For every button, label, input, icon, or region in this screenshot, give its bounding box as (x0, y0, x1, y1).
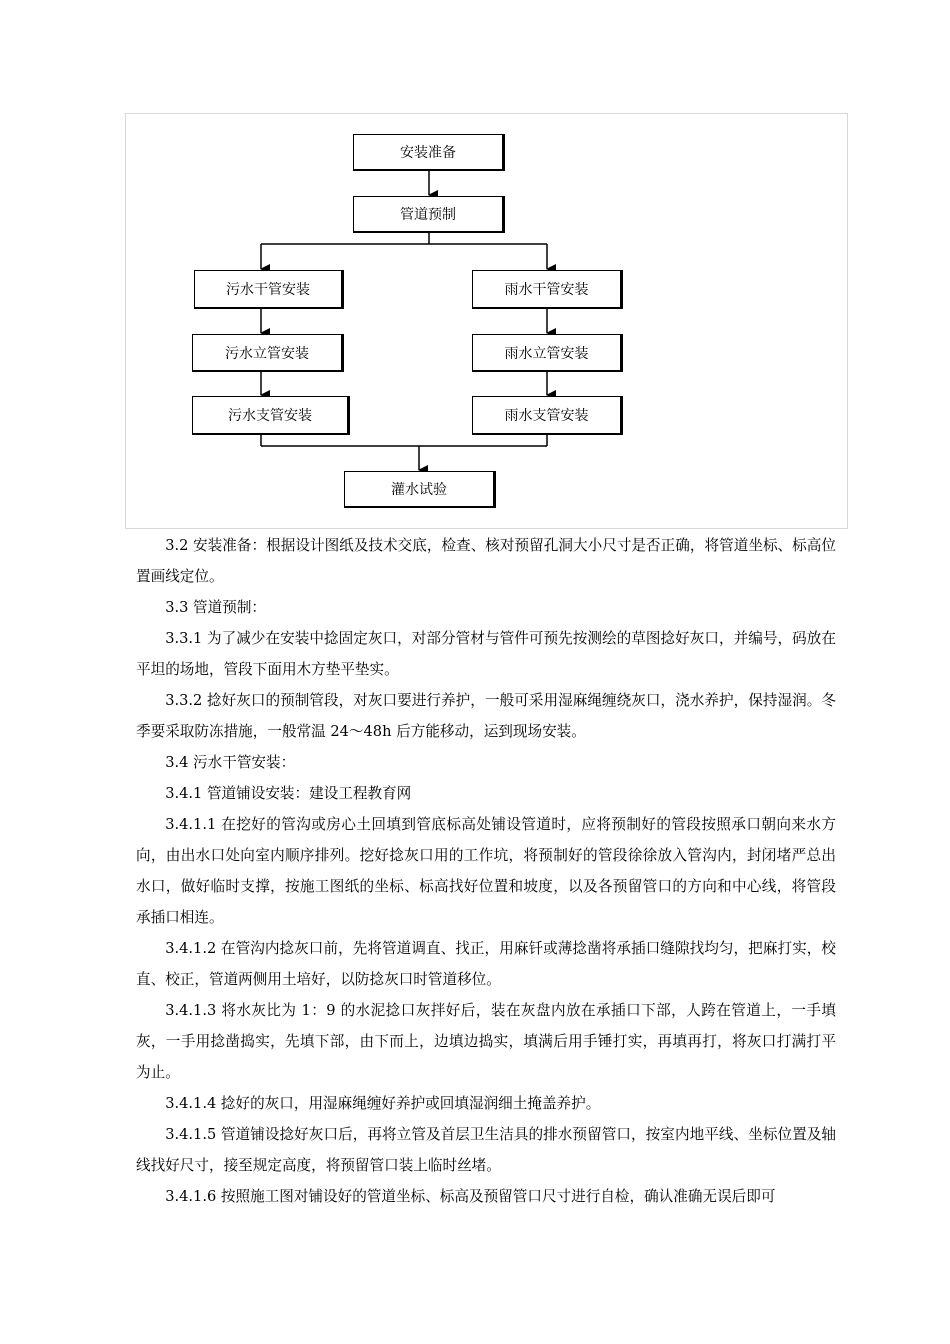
paragraph: 3.2 安装准备：根据设计图纸及技术交底，检查、核对预留孔洞大小尺寸是否正确，将管道坐标、标高位置画线定位。 (136, 537, 836, 585)
paragraph: 3.4 污水干管安装： (165, 754, 296, 771)
node-rain-branch-label: 雨水支管安装 (504, 408, 589, 424)
paragraph: 3.4.1.4 捻好的灰口，用湿麻绳缠好养护或回填湿润细土掩盖养护。 (165, 1095, 601, 1112)
node-sewage-branch (192, 396, 350, 435)
node-water-test (344, 471, 496, 508)
node-prepare (353, 134, 505, 171)
node-prefab-label: 管道预制 (400, 207, 456, 223)
paragraph: 3.3 管道预制： (165, 599, 267, 616)
node-sewage-branch-label: 污水支管安装 (228, 408, 312, 424)
paragraph: 3.4.1.1 在挖好的管沟或房心土回填到管底标高处铺设管道时，应将预制好的管段按照承口朝向来水方向，由出水口处向室内顺序排列。挖好捻灰口用的工作坑，将预制好的管段徐徐放入管沟内，封闭堵严总出水口，做好临时支撑，按施工图纸的坐标、标高找好位置和坡度，以及各预留管口的方向和中心线，将管段承插口相连。 (136, 816, 836, 926)
paragraph: 3.4.1.2 在管沟内捻灰口前，先将管道调直、找正，用麻钎或薄捻凿将承插口缝隙找均匀，把麻打实，校直、校正，管道两侧用土培好，以防捻灰口时管道移位。 (136, 940, 836, 988)
paragraph: 3.3.1 为了减少在安装中捻固定灰口，对部分管材与管件可预先按测绘的草图捻好灰口，并编号，码放在平坦的场地，管段下面用木方垫平垫实。 (136, 630, 836, 678)
node-sewage-main (194, 270, 344, 309)
node-sewage-riser-label: 污水立管安装 (225, 345, 309, 362)
node-rain-main (472, 270, 623, 309)
node-sewage-riser (192, 334, 344, 372)
node-prepare-label: 安装准备 (400, 145, 456, 161)
paragraph: 3.3.2 捻好灰口的预制管段，对灰口要进行养护，一般可采用湿麻绳缠绕灰口，浇水养护，保持湿润。冬季要采取防冻措施，一般常温 24～48h 后方能移动，运到现场安装。 (136, 692, 836, 740)
node-rain-main-label: 雨水干管安装 (504, 282, 589, 298)
node-prefab (353, 196, 505, 233)
node-water-test-label: 灌水试验 (391, 482, 447, 498)
flowchart-figure (125, 113, 848, 529)
paragraph: 3.4.1.6 按照施工图对铺设好的管道坐标、标高及预留管口尺寸进行自检，确认准确无误后即可 (165, 1188, 776, 1205)
paragraph: 3.4.1.5 管道铺设捻好灰口后，再将立管及首层卫生洁具的排水预留管口，按室内地平线、坐标位置及轴线找好尺寸，接至规定高度，将预留管口装上临时丝堵。 (136, 1126, 836, 1174)
node-rain-riser (472, 334, 623, 372)
node-rain-branch (472, 396, 623, 435)
node-sewage-main-label: 污水干管安装 (226, 282, 310, 298)
flowchart-connectors (126, 114, 849, 530)
document-body (136, 530, 836, 1212)
paragraph: 3.4.1 管道铺设安装：建设工程教育网 (165, 785, 412, 802)
node-rain-riser-label: 雨水立管安装 (504, 345, 589, 362)
paragraph: 3.4.1.3 将水灰比为 1：9 的水泥捻口灰拌好后，装在灰盘内放在承插口下部，人跨在管道上，一手填灰，一手用捻凿捣实，先填下部，由下而上，边填边捣实，填满后用手锤打实，再填再打，将灰口打满打平为止。 (136, 1002, 836, 1081)
